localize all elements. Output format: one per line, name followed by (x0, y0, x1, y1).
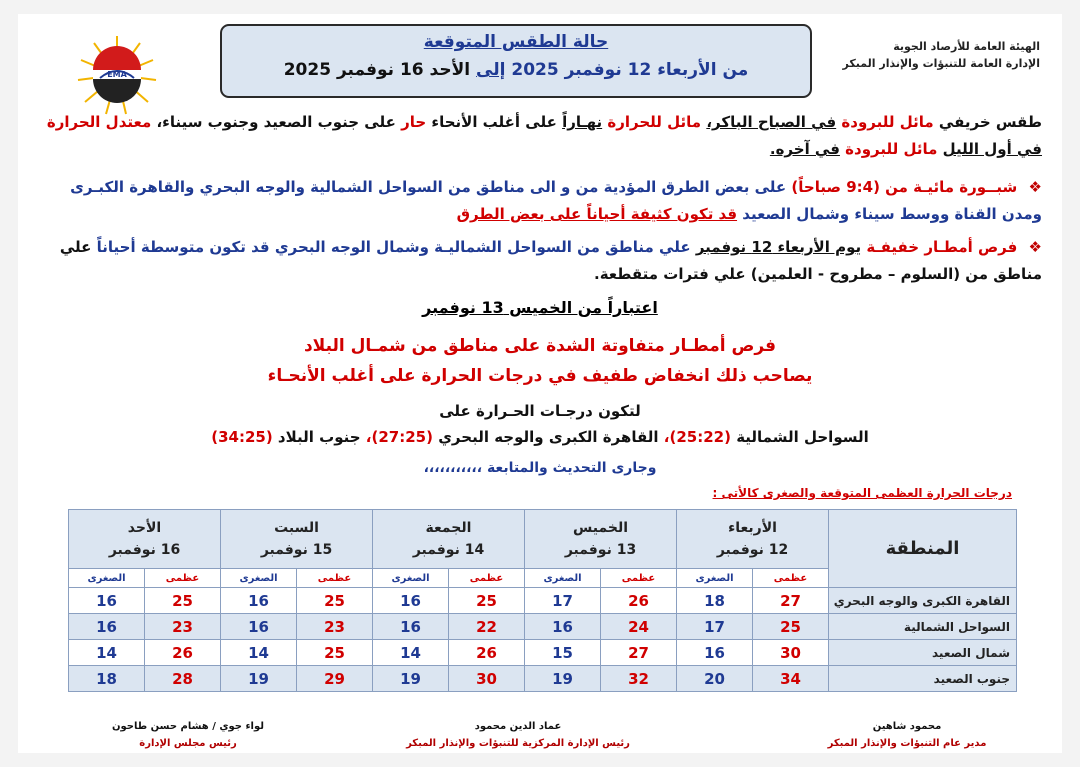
text-span: اعتباراً من الخميس 13 نوفمبر (422, 298, 658, 317)
text-span: الخميس (572, 520, 629, 536)
min-label: الصغرى (677, 569, 753, 588)
max-label: عظمى (449, 569, 525, 588)
text-span: السبت (274, 520, 319, 536)
text-span: مائل للحرارة (607, 113, 702, 131)
max-temp-cell: 26 (449, 640, 525, 666)
region-name: السواحل الشمالية (829, 614, 1017, 640)
table-row (69, 614, 1017, 640)
text-span: في آخره. (769, 140, 840, 158)
signature-director (792, 718, 1022, 752)
text-span: علي مناطق من السواحل الشماليـة وشمال الوجه البحري (274, 238, 691, 256)
table-row (69, 588, 1017, 614)
min-temp-cell: 15 (525, 640, 601, 666)
max-temp-cell: 26 (145, 640, 221, 666)
text-span: قد تكون كثيفة أحياناً على بعض الطرق (456, 205, 738, 223)
page-title: حالة الطقس المتوقعة (423, 32, 609, 52)
text-span: في الصباح الباكر، (706, 113, 837, 131)
region-header: المنطقة (829, 510, 1017, 588)
text-span: يوم الأربعاء 12 نوفمبر (695, 238, 862, 256)
org-department: الإدارة العامة للتنبؤات والإنذار المبكر (842, 57, 1040, 70)
text-span: السواحل الشمالية (736, 428, 869, 446)
text-span: معتدل الحرارة (46, 113, 152, 131)
text-span: (25:22)، (663, 428, 731, 446)
max-temp-cell: 27 (601, 640, 677, 666)
min-temp-cell: 16 (373, 588, 449, 614)
min-temp-cell: 19 (525, 666, 601, 692)
text-span: 14 نوفمبر (412, 542, 485, 558)
text-span: 13 نوفمبر (564, 542, 637, 558)
text-span: في أول الليل (942, 140, 1042, 158)
region-name: شمال الصعيد (829, 640, 1017, 666)
max-temp-cell: 27 (753, 588, 829, 614)
organization-header (810, 38, 1040, 72)
text-span: نهـاراً (562, 113, 603, 131)
min-temp-cell: 16 (69, 588, 145, 614)
min-temp-cell: 17 (525, 588, 601, 614)
max-temp-cell: 25 (297, 588, 373, 614)
bulletin-page (18, 14, 1062, 753)
text-span: حار (401, 113, 427, 131)
title-box (220, 24, 812, 98)
org-name: الهيئة العامة للأرصاد الجوية (893, 40, 1040, 53)
text-span: مدير عام التنبؤات والإنذار المبكر (827, 738, 987, 749)
text-span: 16 نوفمبر (108, 542, 181, 558)
max-temp-cell: 26 (601, 588, 677, 614)
min-temp-cell: 18 (69, 666, 145, 692)
min-label: الصغرى (525, 569, 601, 588)
text-span: على بعض الطرق المؤدية من و الى مناطق من السواحل الشمالية والوجه البحري والقاهرة الكبـرى ومدن القناة ووسط سيناء وشمال الصعيد (70, 178, 1042, 223)
text-span: رئيس الإدارة المركزية للتنبؤات والإنذار المبكر (406, 738, 630, 749)
max-temp-cell: 25 (297, 640, 373, 666)
min-temp-cell: 16 (677, 640, 753, 666)
min-label: الصغرى (373, 569, 449, 588)
text-span: على أغلب الأنحاء (431, 113, 557, 131)
text-span: (34:25) (211, 428, 273, 446)
intro-paragraph (32, 109, 1042, 163)
min-temp-cell: 19 (373, 666, 449, 692)
max-label: عظمى (297, 569, 373, 588)
min-label: الصغرى (221, 569, 297, 588)
text-span: على جنوب الصعيد وجنوب سيناء، (156, 113, 396, 131)
min-temp-cell: 14 (69, 640, 145, 666)
text-span: مائل للبرودة (841, 113, 934, 131)
text-span: محمود شاهين (872, 721, 942, 732)
text-span: لواء جوي / هشام حسن طاحون (111, 721, 265, 732)
text-span: عماد الدين محمود (474, 721, 562, 732)
day-header (525, 510, 677, 569)
max-temp-cell: 25 (753, 614, 829, 640)
min-temp-cell: 18 (677, 588, 753, 614)
text-span: الجمعة (425, 520, 472, 536)
text-span: علي مناطق من (السلوم – مطروح - العلمين) علي فترات متقطعة. (59, 238, 1042, 283)
text-span: شبــورة مائيـة من (9:4 صباحاً) (791, 178, 1018, 196)
day-header (69, 510, 221, 569)
min-temp-cell: 16 (373, 614, 449, 640)
signature-chairman (78, 718, 298, 752)
min-temp-cell: 16 (525, 614, 601, 640)
max-temp-cell: 34 (753, 666, 829, 692)
text-span: فرص أمطـار خفيفـة (866, 238, 1018, 256)
max-temp-cell: 30 (753, 640, 829, 666)
temps-summary (18, 428, 1062, 446)
min-temp-cell: 14 (373, 640, 449, 666)
day-header (677, 510, 829, 569)
temperature-table (68, 509, 1017, 692)
min-temp-cell: 16 (69, 614, 145, 640)
region-name: جنوب الصعيد (829, 666, 1017, 692)
rain-forecast-line: فرص أمطـار متفاوتة الشدة على مناطق من شمـال البلاد (303, 336, 777, 356)
update-note: وجارى التحديث والمتابعة ،،،،،،،،،،، (423, 460, 657, 476)
max-temp-cell: 23 (297, 614, 373, 640)
region-name: القاهرة الكبرى والوجه البحري (829, 588, 1017, 614)
min-temp-cell: 17 (677, 614, 753, 640)
min-temp-cell: 14 (221, 640, 297, 666)
temps-intro: لتكون درجـات الحـرارة على (439, 402, 641, 420)
forecast-period (222, 60, 810, 80)
text-span: الأحد (127, 520, 162, 536)
text-span: طقس خريفي (938, 113, 1042, 131)
text-span: 12 نوفمبر (716, 542, 789, 558)
text-span: قد تكون متوسطة أحياناً (96, 238, 270, 256)
max-temp-cell: 29 (297, 666, 373, 692)
max-temp-cell: 25 (449, 588, 525, 614)
min-temp-cell: 16 (221, 588, 297, 614)
text-span: الأربعاء (728, 520, 777, 536)
bullet-diamond-icon: ❖ (1028, 178, 1042, 196)
min-temp-cell: 16 (221, 614, 297, 640)
rain-bullet (32, 234, 1042, 288)
table-caption: درجات الحرارة العظمى المتوقعة والصغرى كالأتى : (712, 486, 1012, 500)
bullet-diamond-icon: ❖ (1028, 238, 1042, 256)
max-label: عظمى (601, 569, 677, 588)
max-temp-cell: 24 (601, 614, 677, 640)
max-temp-cell: 22 (449, 614, 525, 640)
text-span: مائل للبرودة (845, 140, 938, 158)
from-thursday-heading (18, 298, 1062, 317)
cooling-forecast-line: يصاحب ذلك انخفاض طفيف في درجات الحرارة على أغلب الأنحـاء (267, 366, 813, 386)
ema-logo-icon (76, 34, 158, 116)
max-temp-cell: 32 (601, 666, 677, 692)
fog-bullet (32, 174, 1042, 228)
max-temp-cell: 23 (145, 614, 221, 640)
min-temp-cell: 19 (221, 666, 297, 692)
table-row (69, 640, 1017, 666)
signature-head-central (348, 718, 688, 752)
text-span: 15 نوفمبر (260, 542, 333, 558)
table-row (69, 666, 1017, 692)
text-span: رئيس مجلس الإدارة (139, 738, 237, 749)
max-label: عظمى (753, 569, 829, 588)
max-temp-cell: 28 (145, 666, 221, 692)
text-span: (27:25)، (365, 428, 433, 446)
day-header (221, 510, 373, 569)
min-label: الصغرى (69, 569, 145, 588)
text-span: جنوب البلاد (277, 428, 361, 446)
text-span: من الأربعاء 12 نوفمبر 2025 (511, 60, 749, 80)
text-span: القاهرة الكبرى والوجه البحري (438, 428, 659, 446)
max-temp-cell: 30 (449, 666, 525, 692)
max-temp-cell: 25 (145, 588, 221, 614)
logo-text: EMA (107, 70, 127, 79)
min-temp-cell: 20 (677, 666, 753, 692)
day-header (373, 510, 525, 569)
text-span: الأحد 16 نوفمبر 2025 (283, 60, 471, 80)
text-span: إلى (476, 60, 506, 80)
max-label: عظمى (145, 569, 221, 588)
